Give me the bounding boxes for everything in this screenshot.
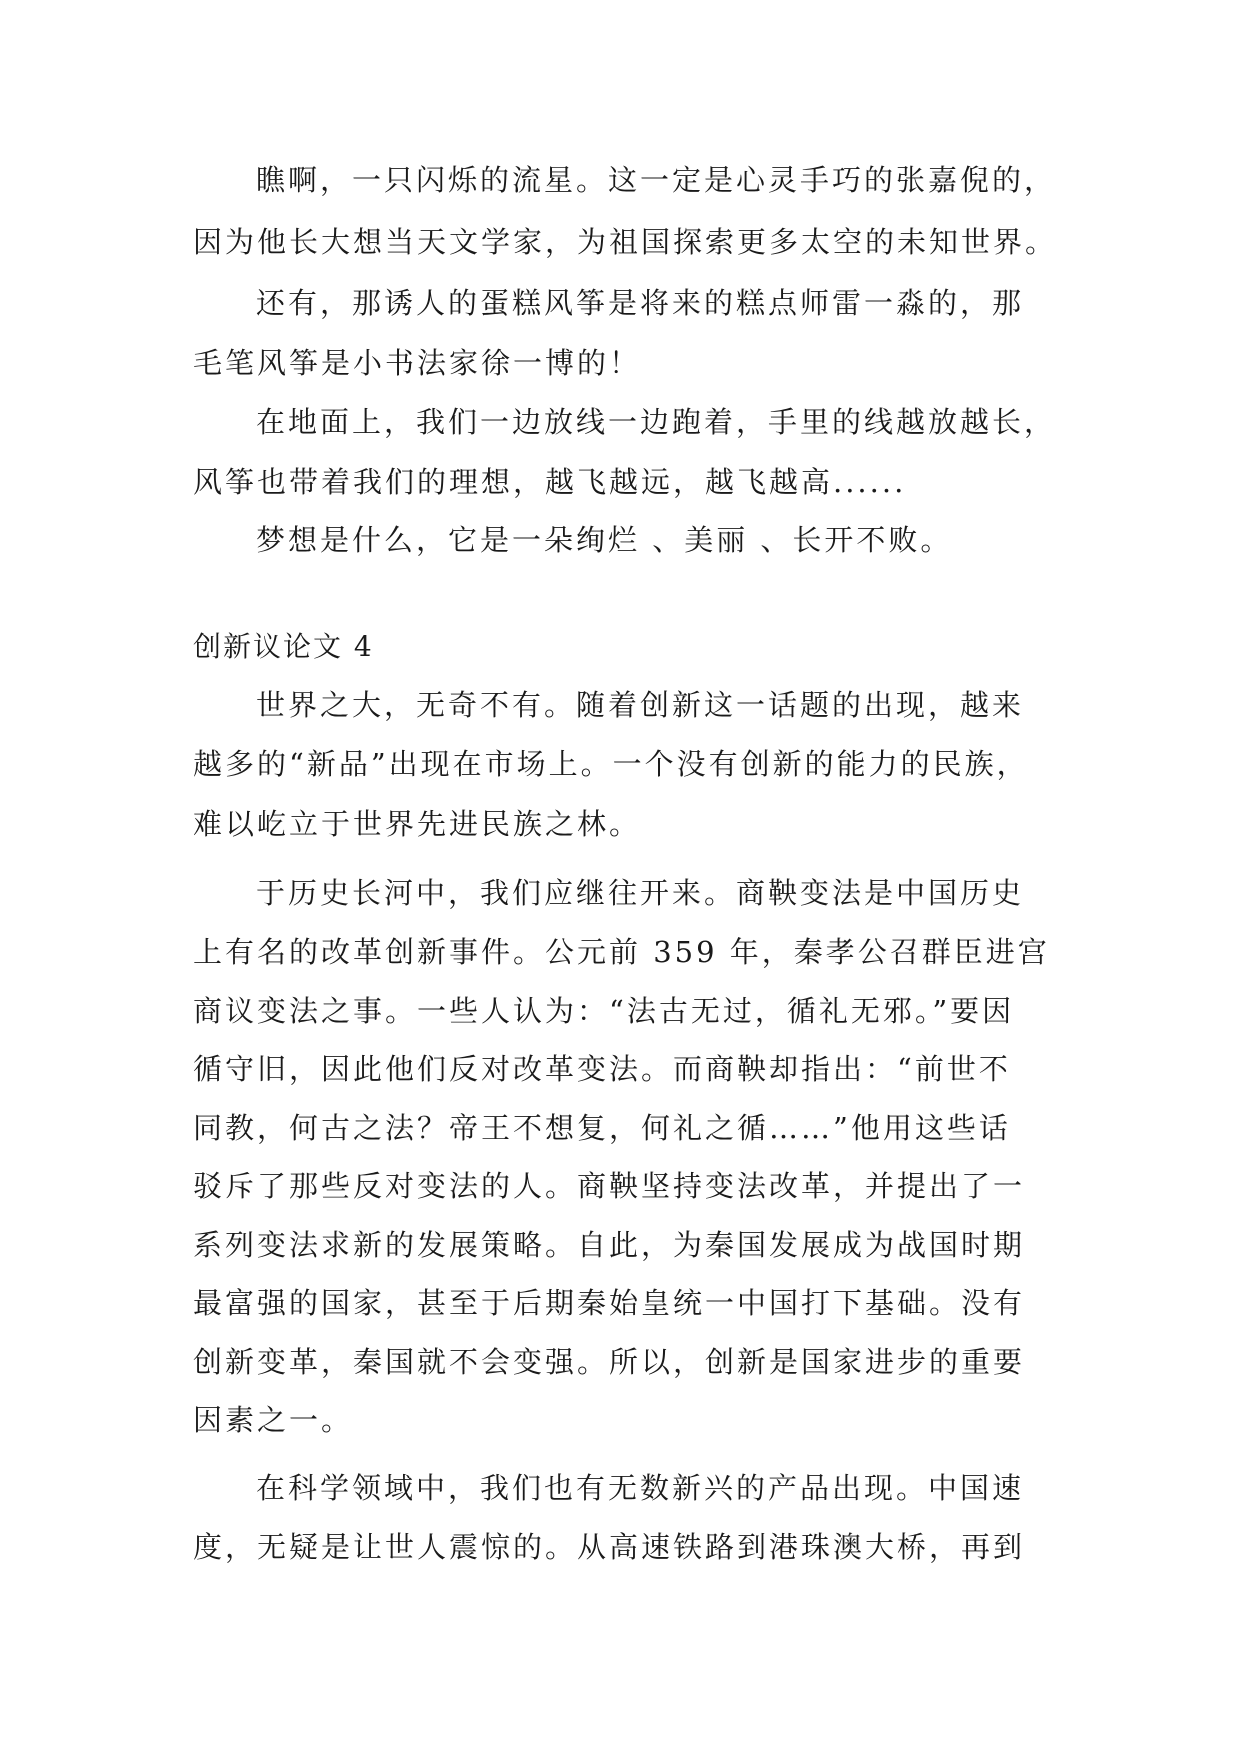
paragraph-line: 难以屹立于世界先进民族之林。 [193, 807, 642, 841]
paragraph-line: 于历史长河中，我们应继往开来。商鞅变法是中国历史 [256, 876, 1025, 910]
section-heading: 创新议论文 4 [193, 630, 374, 663]
paragraph-line: 循守旧，因此他们反对改革变法。而商鞅却指出：“前世不 [193, 1052, 1011, 1086]
paragraph-line: 因素之一。 [193, 1403, 354, 1437]
paragraph-line: 世界之大，无奇不有。随着创新这一话题的出现，越来 [256, 688, 1025, 722]
paragraph-line: 在地面上，我们一边放线一边跑着，手里的线越放越长， [256, 405, 1057, 439]
paragraph-line: 系列变法求新的发展策略。自此，为秦国发展成为战国时期 [193, 1228, 1026, 1262]
paragraph-line: 毛笔风筝是小书法家徐一博的！ [193, 346, 642, 380]
paragraph-line: 创新变革，秦国就不会变强。所以，创新是国家进步的重要 [193, 1345, 1026, 1379]
paragraph-line: 度，无疑是让世人震惊的。从高速铁路到港珠澳大桥，再到 [193, 1530, 1026, 1564]
paragraph-line: 因为他长大想当天文学家，为祖国探索更多太空的未知世界。 [193, 225, 1058, 259]
paragraph-line: 在科学领域中，我们也有无数新兴的产品出现。中国速 [256, 1471, 1025, 1505]
paragraph-line: 上有名的改革创新事件。公元前 359 年，秦孝公召群臣进宫 [193, 935, 1050, 969]
paragraph-line: 还有，那诱人的蛋糕风筝是将来的糕点师雷一淼的，那 [256, 286, 1025, 320]
paragraph-line: 风筝也带着我们的理想，越飞越远，越飞越高...... [193, 465, 907, 499]
paragraph-line: 最富强的国家，甚至于后期秦始皇统一中国打下基础。没有 [193, 1286, 1026, 1320]
paragraph-line: 商议变法之事。一些人认为：“法古无过，循礼无邪。”要因 [193, 994, 1015, 1028]
paragraph-line: 越多的“新品”出现在市场上。一个没有创新的能力的民族， [193, 747, 1029, 781]
paragraph-line: 梦想是什么，它是一朵绚烂 、美丽 、长开不败。 [256, 523, 953, 557]
paragraph-line: 瞧啊，一只闪烁的流星。这一定是心灵手巧的张嘉倪的， [256, 163, 1057, 197]
paragraph-line: 同教，何古之法？帝王不想复，何礼之循……”他用这些话 [193, 1111, 1011, 1145]
paragraph-line: 驳斥了那些反对变法的人。商鞅坚持变法改革，并提出了一 [193, 1169, 1026, 1203]
